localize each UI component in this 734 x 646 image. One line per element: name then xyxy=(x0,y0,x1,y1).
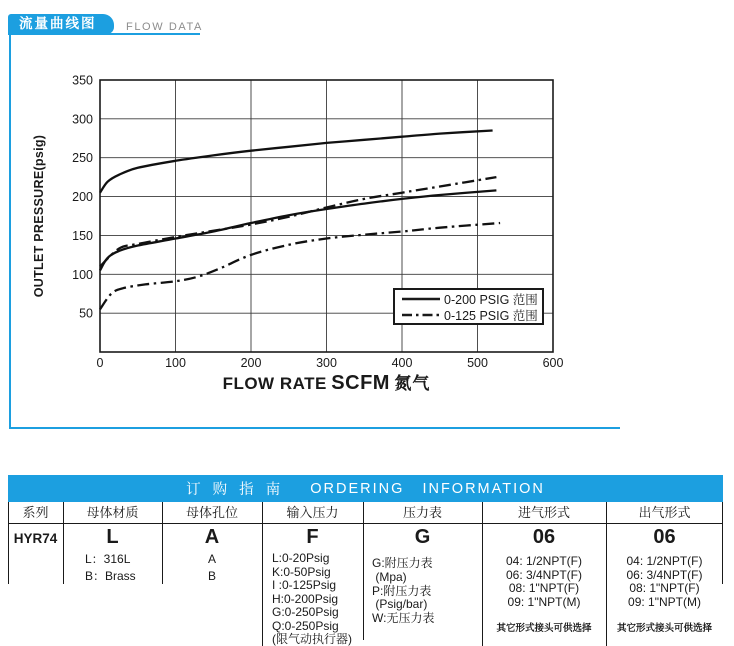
ordering-banner-en: ORDERING INFORMATION xyxy=(310,480,545,497)
column-options xyxy=(262,552,363,646)
option-line: (Mpa) xyxy=(372,569,407,584)
legend-dashdot-swatch xyxy=(401,312,441,318)
x-tick-label: 200 xyxy=(240,356,262,370)
x-tick-label: 0 xyxy=(96,356,104,370)
ordering-table xyxy=(8,502,723,646)
column-options xyxy=(363,557,482,626)
legend-label: 0-200 PSIG 范围 xyxy=(444,292,538,307)
curve-dashdot-2 xyxy=(100,177,496,266)
y-tick-label: 100 xyxy=(72,267,93,282)
column-header: 进气形式 xyxy=(517,505,570,520)
column-code: L xyxy=(106,526,119,548)
column-header: 出气形式 xyxy=(638,505,691,520)
y-tick-label: 150 xyxy=(72,228,93,243)
column-code: HYR74 xyxy=(13,531,58,546)
legend-label: 0-125 PSIG 范围 xyxy=(444,308,538,323)
ordering-banner xyxy=(8,475,723,502)
y-axis-title: OUTLET PRESSURE(psig) xyxy=(32,134,46,298)
legend-solid-swatch xyxy=(401,296,441,302)
legend-row-0-125 xyxy=(401,307,542,322)
option-line: L:0-20Psig xyxy=(272,551,330,565)
option-line: 06: 3/4NPT(F) xyxy=(626,567,703,582)
ordering-banner-cn: 订 购 指 南 xyxy=(186,482,285,498)
legend-row-0-200 xyxy=(401,291,542,306)
option-line: A xyxy=(207,552,216,566)
order-column-4 xyxy=(363,502,482,646)
flow-section-title: 流量曲线图 xyxy=(19,16,97,31)
column-header: 压力表 xyxy=(402,505,442,520)
column-header: 母体材质 xyxy=(86,505,139,520)
column-code: G xyxy=(414,526,431,548)
curve-solid-0 xyxy=(100,131,493,193)
option-line: I :0-125Psig xyxy=(272,578,337,592)
column-options xyxy=(482,555,606,609)
option-line: W:无压力表 xyxy=(372,611,435,626)
option-line: 08: 1"NPT(F) xyxy=(508,581,580,596)
x-tick-label: 400 xyxy=(391,356,413,370)
option-line: 06: 3/4NPT(F) xyxy=(505,567,583,582)
x-tick-label: 100 xyxy=(165,356,186,370)
option-line: (Psig/bar) xyxy=(372,597,428,612)
option-line: L：316L xyxy=(85,552,131,566)
x-axis-title-unit: SCFM xyxy=(331,372,390,394)
flow-section-subtitle: FLOW DATA xyxy=(126,21,203,33)
order-column-0 xyxy=(8,502,63,646)
order-column-3 xyxy=(262,502,363,646)
option-line: G:0-250Psig xyxy=(272,605,339,619)
option-line: P:附压力表 xyxy=(372,583,432,598)
column-header: 母体孔位 xyxy=(185,505,238,520)
column-header: 输入压力 xyxy=(286,505,339,520)
option-line: H:0-200Psig xyxy=(272,591,339,606)
x-tick-label: 500 xyxy=(467,356,488,370)
x-axis-title-gas: 氮气 xyxy=(394,374,431,393)
x-axis-title-main: FLOW RATE xyxy=(222,374,327,393)
order-column-6 xyxy=(606,502,723,646)
y-tick-label: 200 xyxy=(72,190,93,205)
x-axis-title xyxy=(100,369,553,395)
option-line: 04: 1/2NPT(F) xyxy=(505,554,583,568)
option-line: 08: 1"NPT(F) xyxy=(629,581,700,596)
option-line: B：Brass xyxy=(85,569,136,583)
option-line: 04: 1/2NPT(F) xyxy=(626,554,703,568)
column-options xyxy=(606,555,723,609)
option-line: G:附压力表 xyxy=(372,556,433,570)
option-line: Q:0-250Psig xyxy=(272,618,339,633)
option-line: K:0-50Psig xyxy=(272,564,331,579)
column-note: 其它形式接头可供选择 xyxy=(496,623,592,634)
option-line: 09: 1"NPT(M) xyxy=(507,594,581,609)
y-tick-label: 250 xyxy=(72,151,93,166)
order-column-2 xyxy=(162,502,262,646)
y-tick-label: 300 xyxy=(72,112,93,127)
y-tick-label: 50 xyxy=(79,306,93,321)
column-code: 06 xyxy=(653,526,676,548)
x-tick-label: 300 xyxy=(316,356,337,370)
option-line: 09: 1"NPT(M) xyxy=(628,594,701,609)
chart-legend xyxy=(393,288,544,325)
option-line: (限气动执行器) xyxy=(272,632,352,646)
y-tick-label: 350 xyxy=(72,73,93,88)
order-column-1 xyxy=(63,502,162,646)
column-options xyxy=(162,551,262,585)
column-note: 其它形式接头可供选择 xyxy=(616,623,712,634)
column-code: A xyxy=(204,526,220,548)
order-column-5 xyxy=(482,502,606,646)
column-header: 系列 xyxy=(22,505,49,520)
column-code: F xyxy=(306,526,319,548)
column-options xyxy=(63,551,162,585)
column-code: 06 xyxy=(532,526,556,548)
x-tick-label: 600 xyxy=(542,356,564,370)
option-line: B xyxy=(207,569,216,583)
curve-solid-1 xyxy=(100,190,496,270)
